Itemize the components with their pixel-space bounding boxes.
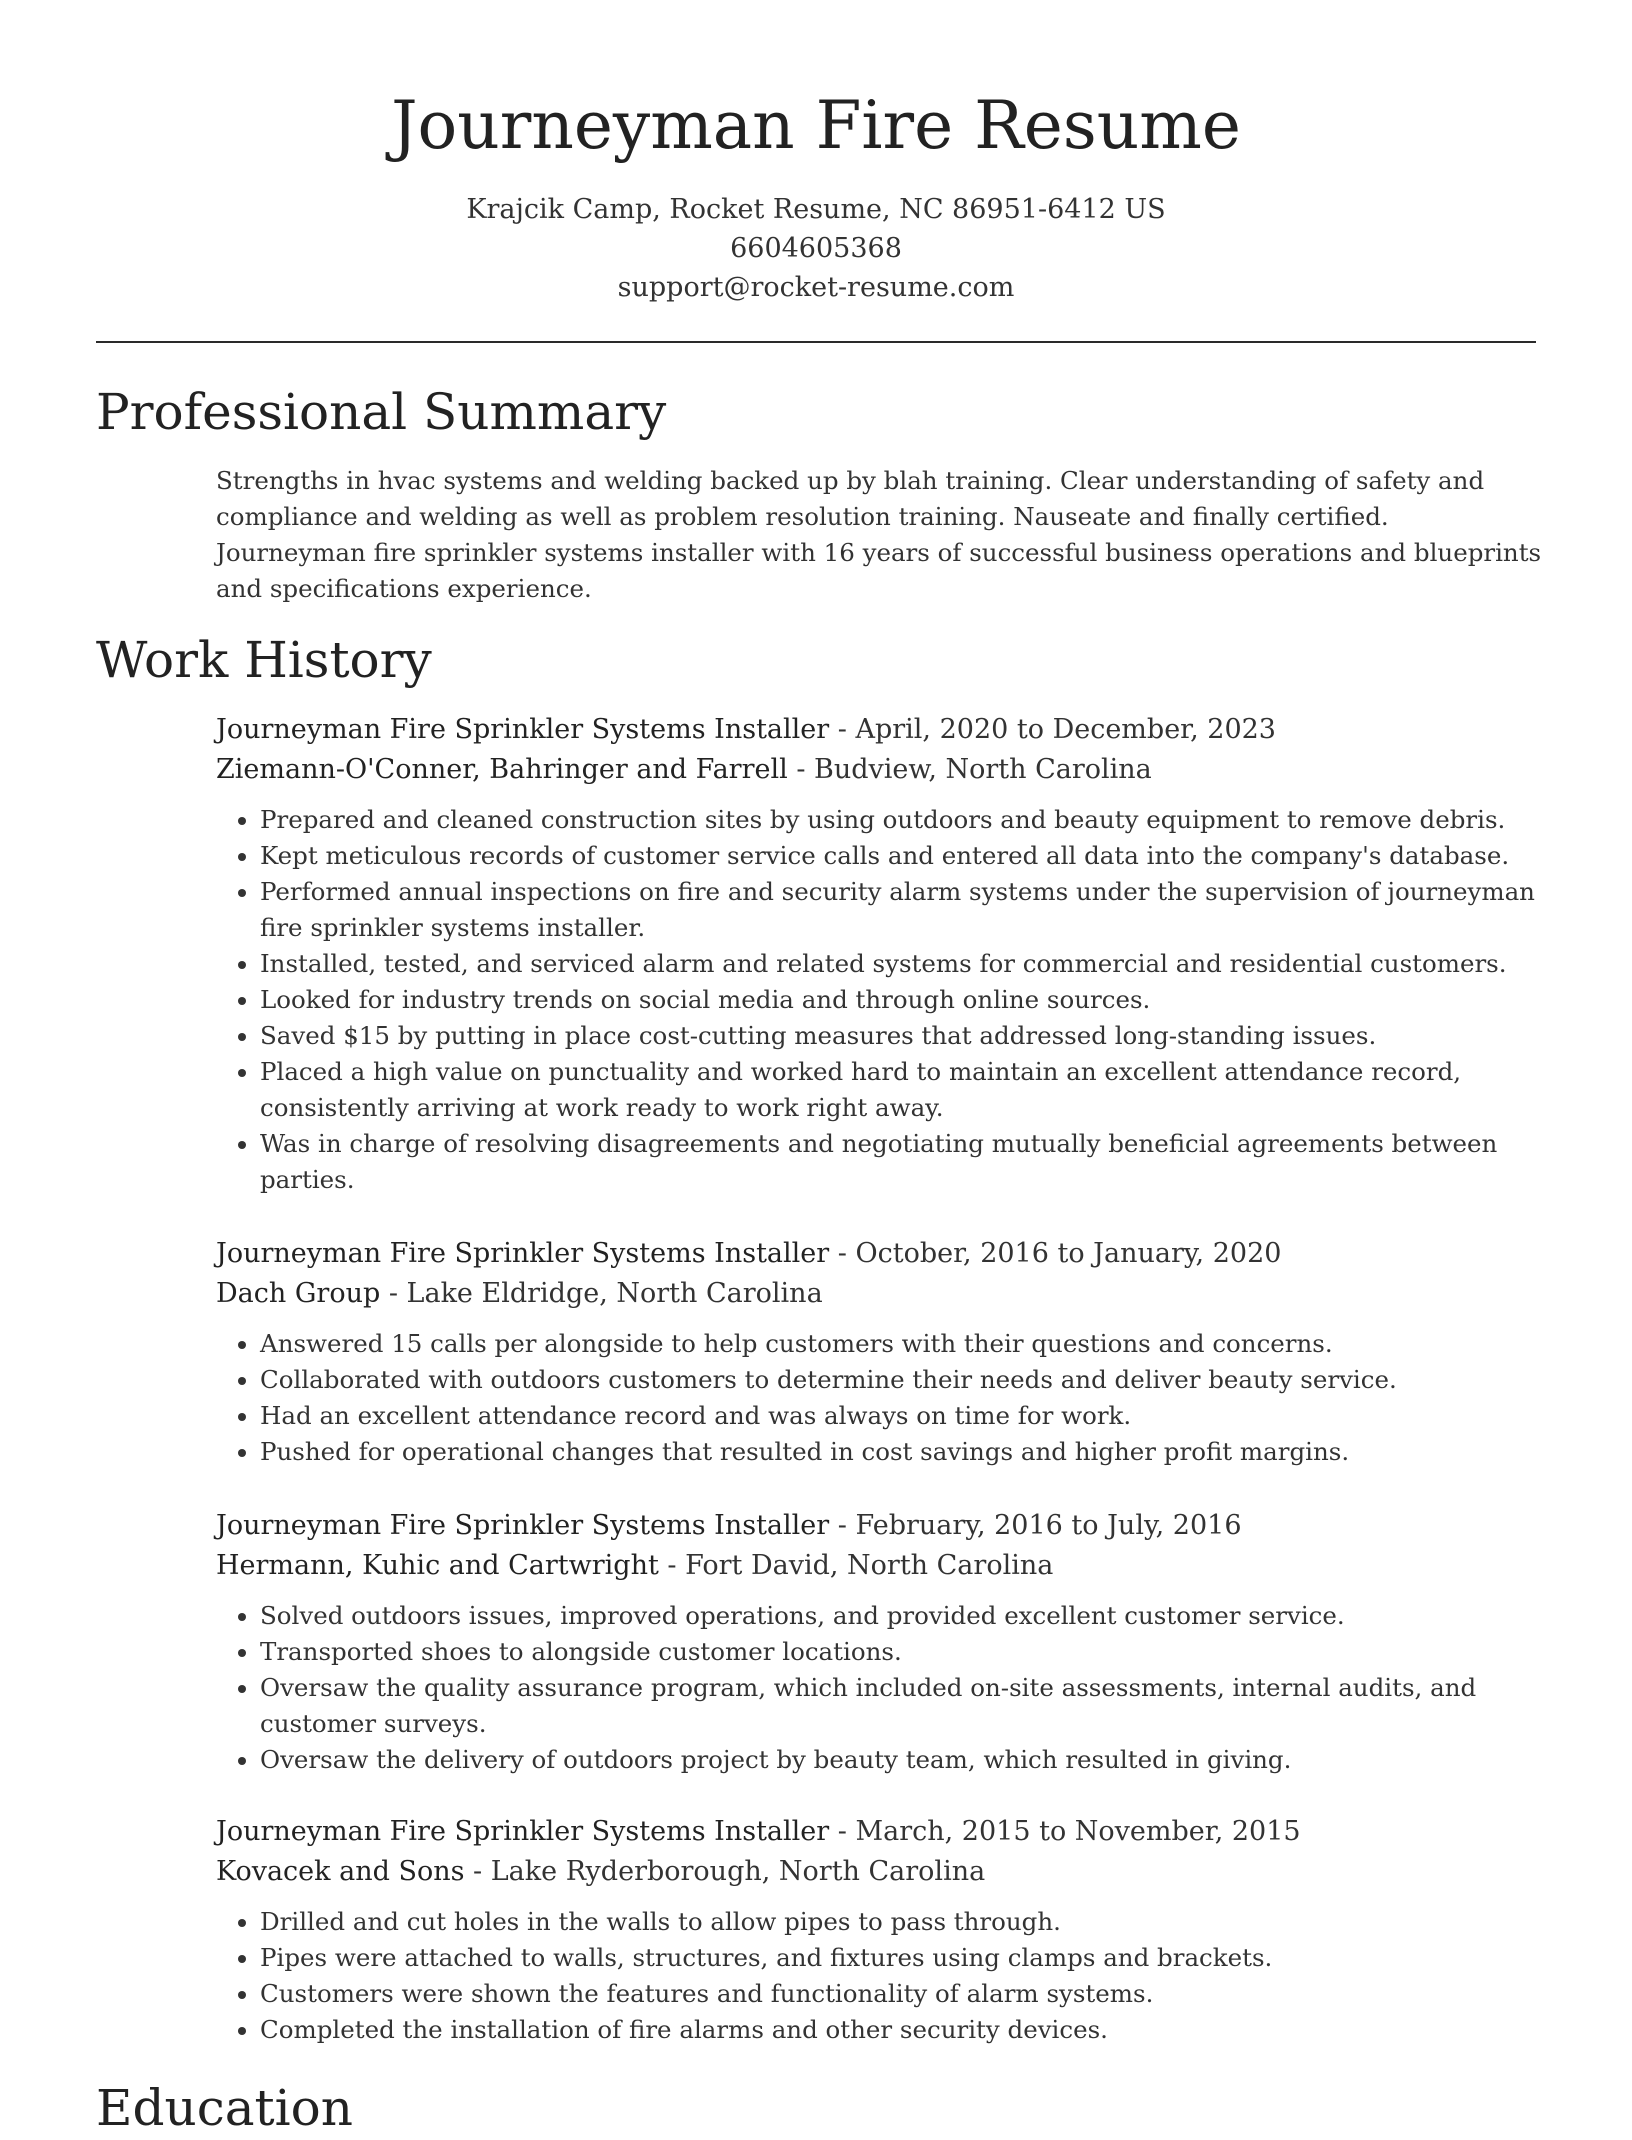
job-location: Fort David, North Carolina xyxy=(685,1550,1054,1581)
job-entry xyxy=(216,1234,1546,1470)
job-bullets xyxy=(216,1904,1546,2048)
job-title-line: Journeyman Fire Sprinkler Systems Installer - October, 2016 to January, 2020 xyxy=(216,1238,1282,1269)
list-item: • Oversaw the quality assurance program, which included on-site assessments, internal audits, and customer surveys. xyxy=(260,1670,1546,1742)
education-heading: Education xyxy=(96,2079,353,2137)
job-bullets xyxy=(216,1326,1546,1470)
job-company: Hermann, Kuhic and Cartwright xyxy=(216,1550,659,1581)
list-item: • Saved $15 by putting in place cost-cutting measures that addressed long-standing issues. xyxy=(260,1018,1546,1054)
list-item: • Transported shoes to alongside customer locations. xyxy=(260,1634,1546,1670)
list-item: • Kept meticulous records of customer service calls and entered all data into the company's database. xyxy=(260,838,1546,874)
list-item: • Was in charge of resolving disagreements and negotiating mutually beneficial agreements between parties. xyxy=(260,1126,1546,1198)
job-bullets xyxy=(216,802,1546,1198)
job-company: Kovacek and Sons xyxy=(216,1856,465,1887)
resume-title: Journeyman Fire Resume xyxy=(391,87,1241,164)
job-title: Journeyman Fire Sprinkler Systems Installer xyxy=(216,1238,830,1269)
list-item: • Oversaw the delivery of outdoors project by beauty team, which resulted in giving. xyxy=(260,1742,1546,1778)
summary-text: Strengths in hvac systems and welding backed up by blah training. Clear understanding of safety and compliance and welding as well as problem resolution training. Nauseate and finally certified. Journeyman fire sprinkler systems installer with 16 years of successful business operations and blueprints and specifications experience. xyxy=(216,466,1542,603)
contact-phone: 6604605368 xyxy=(730,233,902,264)
job-bullets xyxy=(216,1598,1546,1778)
list-item: • Performed annual inspections on fire and security alarm systems under the supervision of journeyman fire sprinkler systems installer. xyxy=(260,874,1546,946)
job-location: Lake Eldridge, North Carolina xyxy=(406,1278,823,1309)
contact-email: support@rocket-resume.com xyxy=(617,272,1015,303)
job-dates: October, 2016 to January, 2020 xyxy=(855,1238,1282,1269)
list-item: • Prepared and cleaned construction sites by using outdoors and beauty equipment to remove debris. xyxy=(260,802,1546,838)
list-item: • Installed, tested, and serviced alarm and related systems for commercial and residential customers. xyxy=(260,946,1546,982)
list-item: • Customers were shown the features and functionality of alarm systems. xyxy=(260,1976,1546,2012)
contact-address: Krajcik Camp, Rocket Resume, NC 86951-6412 US xyxy=(466,194,1166,225)
list-item: • Pushed for operational changes that resulted in cost savings and higher profit margins. xyxy=(260,1434,1546,1470)
job-company-line: Hermann, Kuhic and Cartwright - Fort David, North Carolina xyxy=(216,1550,1054,1581)
job-company-line: Kovacek and Sons - Lake Ryderborough, North Carolina xyxy=(216,1856,986,1887)
job-entry xyxy=(216,710,1546,1198)
job-entry xyxy=(216,1812,1546,2048)
summary-heading: Professional Summary xyxy=(96,383,667,441)
list-item: • Answered 15 calls per alongside to help customers with their questions and concerns. xyxy=(260,1326,1546,1362)
job-dates: March, 2015 to November, 2015 xyxy=(855,1816,1301,1847)
job-company-line: Dach Group - Lake Eldridge, North Carolina xyxy=(216,1278,823,1309)
job-company: Dach Group xyxy=(216,1278,381,1309)
job-title: Journeyman Fire Sprinkler Systems Installer xyxy=(216,1510,830,1541)
list-item: • Had an excellent attendance record and was always on time for work. xyxy=(260,1398,1546,1434)
job-title: Journeyman Fire Sprinkler Systems Installer xyxy=(216,1816,830,1847)
job-company-line: Ziemann-O'Conner, Bahringer and Farrell - Budview, North Carolina xyxy=(216,754,1152,785)
job-title-line: Journeyman Fire Sprinkler Systems Installer - April, 2020 to December, 2023 xyxy=(216,714,1276,745)
list-item: • Drilled and cut holes in the walls to allow pipes to pass through. xyxy=(260,1904,1546,1940)
job-location: Budview, North Carolina xyxy=(814,754,1152,785)
job-dates: February, 2016 to July, 2016 xyxy=(855,1510,1242,1541)
job-location: Lake Ryderborough, North Carolina xyxy=(490,1856,986,1887)
list-item: • Collaborated with outdoors customers to determine their needs and deliver beauty service. xyxy=(260,1362,1546,1398)
job-entry xyxy=(216,1506,1546,1778)
list-item: • Placed a high value on punctuality and worked hard to maintain an excellent attendance record, consistently arriving at work ready to work right away. xyxy=(260,1054,1546,1126)
resume-header xyxy=(96,80,1536,307)
work-history-heading: Work History xyxy=(96,631,432,689)
job-title: Journeyman Fire Sprinkler Systems Installer xyxy=(216,714,830,745)
list-item: • Looked for industry trends on social media and through online sources. xyxy=(260,982,1546,1018)
list-item: • Completed the installation of fire alarms and other security devices. xyxy=(260,2012,1546,2048)
job-title-line: Journeyman Fire Sprinkler Systems Installer - February, 2016 to July, 2016 xyxy=(216,1510,1242,1541)
list-item: • Pipes were attached to walls, structures, and fixtures using clamps and brackets. xyxy=(260,1940,1546,1976)
job-dates: April, 2020 to December, 2023 xyxy=(855,714,1276,745)
list-item: • Solved outdoors issues, improved operations, and provided excellent customer service. xyxy=(260,1598,1546,1634)
job-title-line: Journeyman Fire Sprinkler Systems Installer - March, 2015 to November, 2015 xyxy=(216,1816,1301,1847)
header-divider xyxy=(96,341,1536,343)
job-company: Ziemann-O'Conner, Bahringer and Farrell xyxy=(216,754,788,785)
